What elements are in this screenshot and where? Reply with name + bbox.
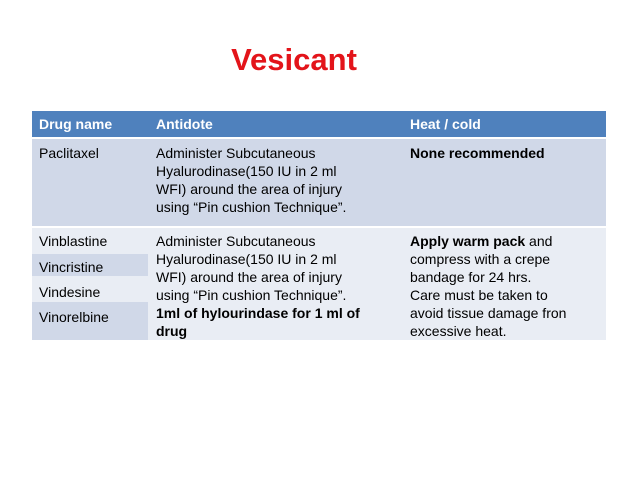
heat-cold-value: None recommended — [410, 145, 545, 161]
heat-cold-cell — [410, 232, 606, 340]
antidote-line: using “Pin cushion Technique”. — [156, 287, 347, 303]
table-header-row — [32, 111, 606, 137]
header-heat-cold: Heat / cold — [410, 116, 481, 132]
heat-cold-rest: and — [525, 233, 553, 249]
drug-name-cell: Vinblastine — [39, 233, 108, 249]
antidote-line: using “Pin cushion Technique”. — [156, 199, 347, 215]
antidote-line: WFI) around the area of injury — [156, 181, 342, 197]
antidote-cell — [156, 232, 396, 340]
antidote-bold-line: drug — [156, 323, 188, 339]
antidote-line: Hyalurodinase(150 IU in 2 ml — [156, 163, 337, 179]
antidote-line: WFI) around the area of injury — [156, 269, 342, 285]
slide-title: Vesicant — [231, 42, 357, 77]
header-antidote: Antidote — [156, 116, 213, 132]
heat-cold-line: compress with a crepe — [410, 251, 551, 267]
header-drug-name: Drug name — [39, 116, 113, 132]
heat-cold-line: bandage for 24 hrs. — [410, 269, 532, 285]
drug-name-cell: Paclitaxel — [39, 145, 99, 161]
antidote-bold-line: 1ml of hylourindase for 1 ml of — [156, 305, 360, 321]
antidote-cell — [156, 144, 396, 216]
drug-name-cell: Vincristine — [39, 259, 104, 275]
drug-name-cell: Vindesine — [39, 284, 101, 300]
heat-cold-line — [410, 232, 606, 250]
heat-cold-bold: Apply warm pack — [410, 233, 526, 249]
heat-cold-cell — [410, 144, 606, 162]
antidote-line: Administer Subcutaneous — [156, 145, 316, 161]
heat-cold-line: avoid tissue damage fron — [410, 305, 567, 321]
heat-cold-line: excessive heat. — [410, 323, 507, 339]
table-row-vinca-alkaloids — [32, 228, 606, 340]
antidote-line: Hyalurodinase(150 IU in 2 ml — [156, 251, 337, 267]
drug-name-cell: Vinorelbine — [39, 309, 109, 325]
antidote-line: Administer Subcutaneous — [156, 233, 316, 249]
heat-cold-line: Care must be taken to — [410, 287, 548, 303]
table-row-paclitaxel — [32, 139, 606, 226]
